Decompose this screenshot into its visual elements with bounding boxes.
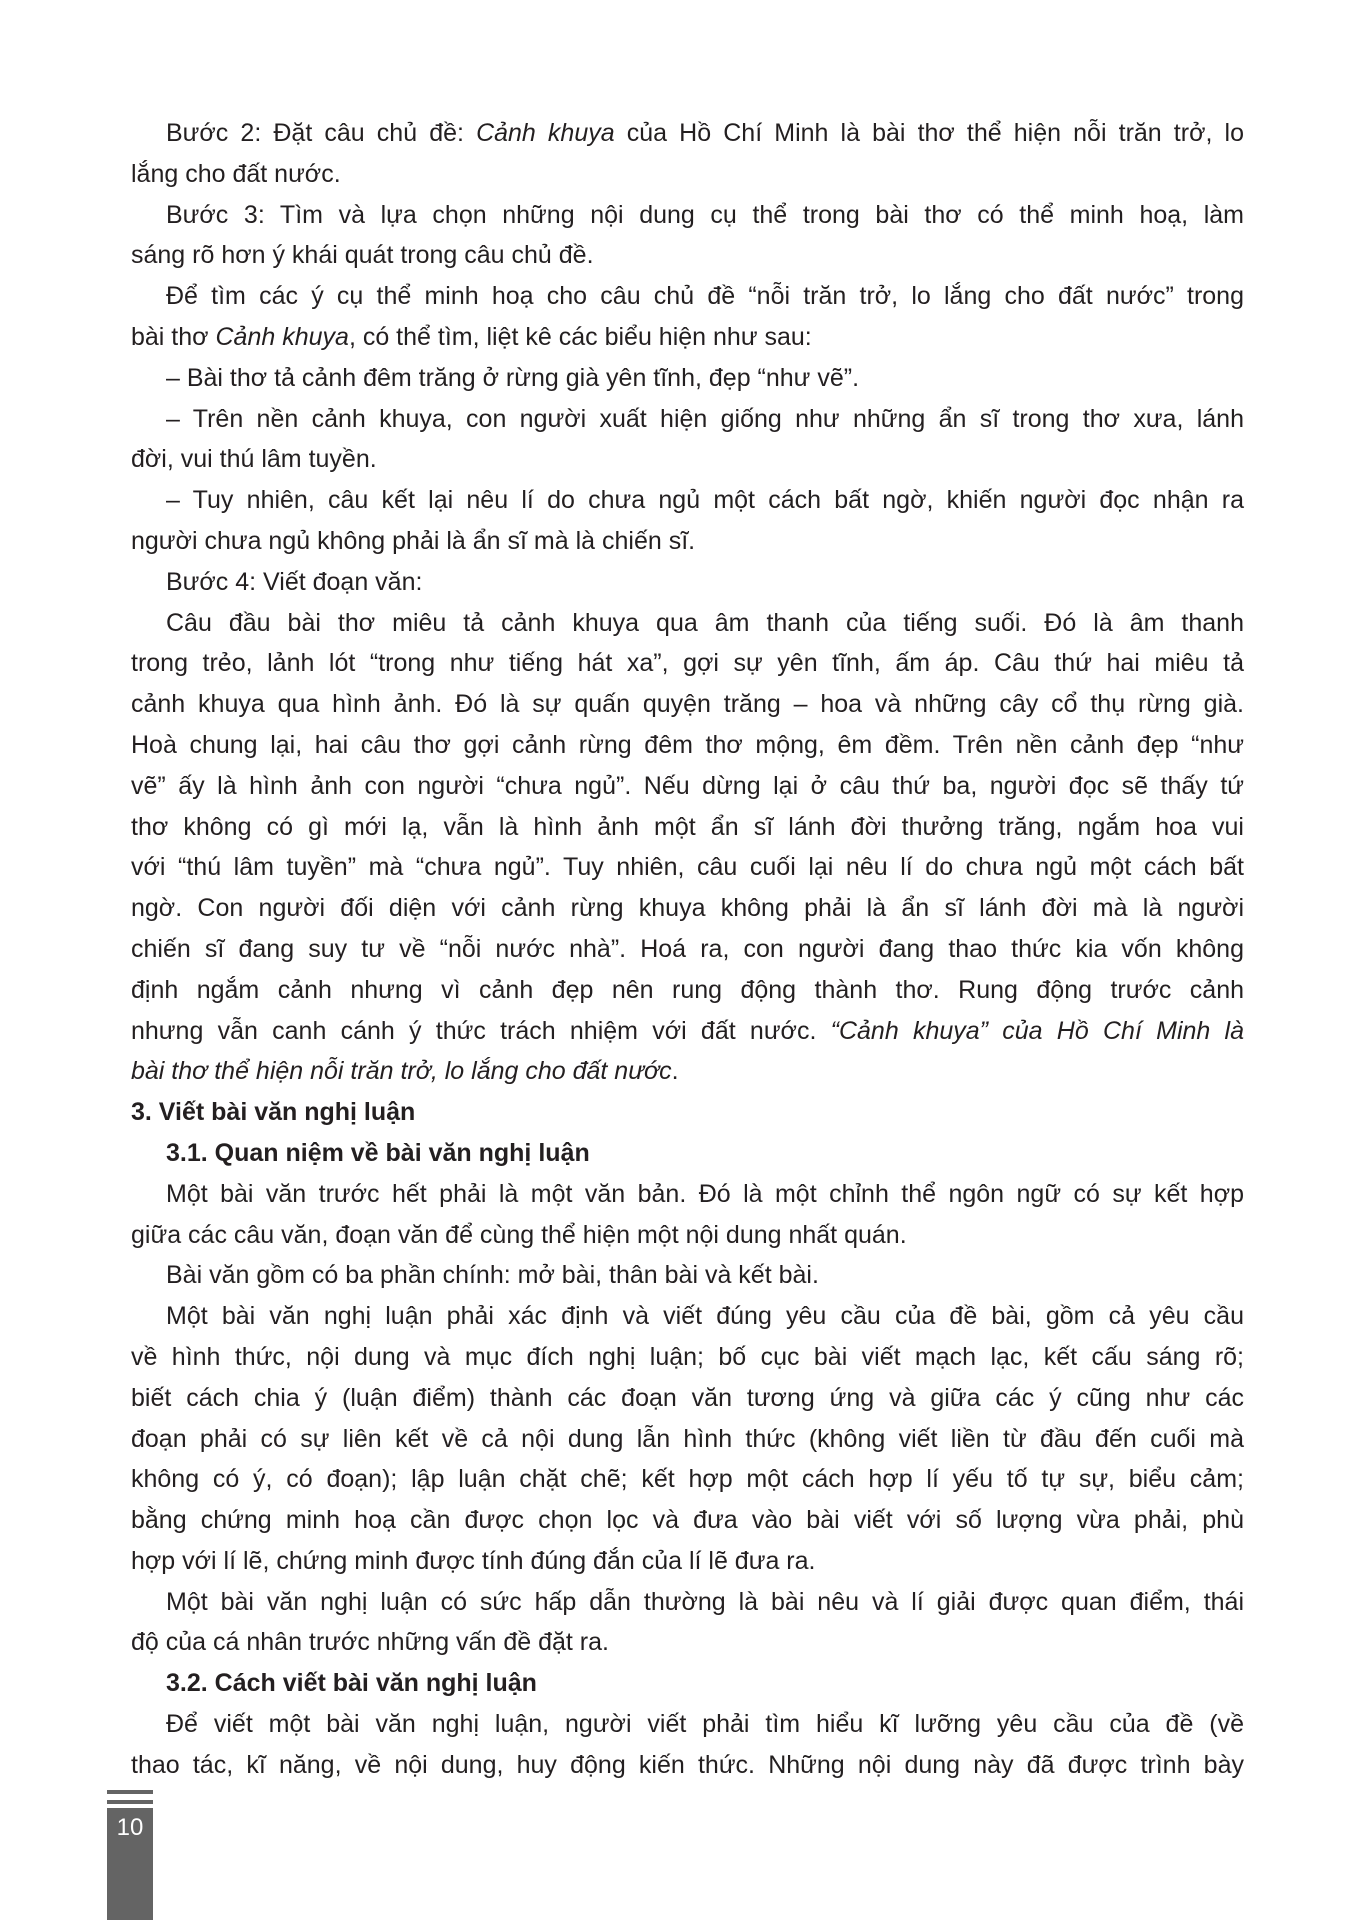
text-line xyxy=(131,1459,1244,1500)
text-line xyxy=(131,276,1244,317)
text-segment: người chưa ngủ không phải là ẩn sĩ mà là chiến sĩ. xyxy=(131,526,696,555)
text-line xyxy=(131,439,1244,480)
section-heading xyxy=(131,1133,1244,1174)
text-line xyxy=(131,643,1244,684)
text-segment: Bước 3: Tìm và lựa chọn những nội dung cụ thể trong bài thơ có thể minh hoạ, làm xyxy=(166,200,1244,229)
text-line xyxy=(131,317,1244,358)
text-segment: , có thể tìm, liệt kê các biểu hiện như sau: xyxy=(348,322,812,351)
text-line xyxy=(131,1378,1244,1419)
text-line xyxy=(131,970,1244,1011)
text-segment: Một bài văn nghị luận phải xác định và viết đúng yêu cầu của đề bài, gồm cả yêu cầu xyxy=(166,1302,1244,1331)
italic-text: “Cảnh khuya” của Hồ Chí Minh là xyxy=(830,1016,1245,1045)
text-line xyxy=(131,562,1244,603)
text-line xyxy=(131,113,1244,154)
text-line xyxy=(131,684,1244,725)
text-segment: không có ý, có đoạn); lập luận chặt chẽ; kết hợp một cách hợp lí yếu tố tự sự, biểu cảm; xyxy=(131,1465,1244,1494)
decorative-rule xyxy=(107,1790,153,1794)
text-line xyxy=(131,358,1244,399)
text-segment: độ của cá nhân trước những vấn đề đặt ra. xyxy=(131,1628,609,1657)
text-segment: Để viết một bài văn nghị luận, người viết phải tìm hiểu kĩ lưỡng yêu cầu của đề (về xyxy=(166,1710,1244,1739)
text-segment: thao tác, kĩ năng, về nội dung, huy động kiến thức. Những nội dung này đã được trình bày xyxy=(131,1750,1244,1779)
italic-text: Cảnh khuya xyxy=(215,322,349,351)
text-segment: của Hồ Chí Minh là bài thơ thể hiện nỗi trăn trở, lo xyxy=(614,119,1244,147)
decorative-rule xyxy=(107,1800,153,1804)
text-line xyxy=(131,1296,1244,1337)
text-line xyxy=(131,1622,1244,1663)
text-line xyxy=(131,521,1244,562)
text-line xyxy=(131,480,1244,521)
text-segment: 3. Viết bài văn nghị luận xyxy=(131,1098,416,1127)
text-segment: lắng cho đất nước. xyxy=(131,159,341,188)
page-number: 10 xyxy=(116,1814,144,1841)
text-segment: biết cách chia ý (luận điểm) thành các đoạn văn tương ứng và giữa các ý cũng như các xyxy=(131,1383,1244,1412)
text-segment: bài thơ xyxy=(131,322,216,351)
text-line xyxy=(131,1582,1244,1623)
text-line xyxy=(131,235,1244,276)
text-line xyxy=(131,399,1244,440)
text-segment: Bước 2: Đặt câu chủ đề: xyxy=(166,119,477,147)
text-segment: giữa các câu văn, đoạn văn để cùng thể hiện một nội dung nhất quán. xyxy=(131,1220,907,1249)
section-heading xyxy=(131,1663,1244,1704)
text-segment: Một bài văn trước hết phải là một văn bản. Đó là một chỉnh thể ngôn ngữ có sự kết hợp xyxy=(166,1179,1244,1208)
text-line xyxy=(131,1215,1244,1256)
text-line xyxy=(131,1704,1244,1745)
text-line xyxy=(131,847,1244,888)
text-segment: 3.1. Quan niệm về bài văn nghị luận xyxy=(166,1138,590,1167)
text-line xyxy=(131,1541,1244,1582)
text-line xyxy=(131,1051,1244,1092)
text-segment: ngờ. Con người đối diện với cảnh rừng khuya không phải là ẩn sĩ lánh đời mà là người xyxy=(131,894,1244,923)
text-line xyxy=(131,807,1244,848)
text-line xyxy=(131,1419,1244,1460)
text-segment: bằng chứng minh hoạ cần được chọn lọc và đưa vào bài viết với số lượng vừa phải, phù xyxy=(131,1506,1244,1535)
text-line xyxy=(131,154,1244,195)
text-line xyxy=(131,725,1244,766)
page-number-tab xyxy=(107,1808,153,1920)
text-segment: hợp với lí lẽ, chứng minh được tính đúng đắn của lí lẽ đưa ra. xyxy=(131,1546,816,1575)
text-segment: nhưng vẫn canh cánh ý thức trách nhiệm với đất nước. xyxy=(131,1016,831,1045)
page-body-text xyxy=(131,113,1244,1786)
text-segment: thơ không có gì mới lạ, vẫn là hình ảnh một ẩn sĩ lánh đời thưởng trăng, ngắm hoa vui xyxy=(131,812,1244,841)
text-segment: đời, vui thú lâm tuyền. xyxy=(131,445,377,474)
text-segment: Bước 4: Viết đoạn văn: xyxy=(166,567,423,596)
text-line xyxy=(131,1745,1244,1786)
text-segment: trong trẻo, lảnh lót “trong như tiếng hát xa”, gợi sự yên tĩnh, ấm áp. Câu thứ hai miêu tả xyxy=(131,649,1244,678)
text-segment: Một bài văn nghị luận có sức hấp dẫn thường là bài nêu và lí giải được quan điểm, thái xyxy=(166,1587,1244,1616)
text-segment: Hoà chung lại, hai câu thơ gợi cảnh rừng đêm thơ mộng, êm đềm. Trên nền cảnh đẹp “như xyxy=(131,730,1244,759)
text-segment: – Trên nền cảnh khuya, con người xuất hiện giống như những ẩn sĩ trong thơ xưa, lánh xyxy=(166,404,1244,433)
text-line xyxy=(131,1255,1244,1296)
section-heading xyxy=(131,1092,1244,1133)
text-segment: – Tuy nhiên, câu kết lại nêu lí do chưa ngủ một cách bất ngờ, khiến người đọc nhận ra xyxy=(166,486,1244,515)
text-segment: vẽ” ấy là hình ảnh con người “chưa ngủ”. Nếu dừng lại ở câu thứ ba, người đọc sẽ thấy tứ xyxy=(131,771,1244,800)
text-line xyxy=(131,195,1244,236)
italic-text: Cảnh khuya xyxy=(476,119,615,147)
text-segment: về hình thức, nội dung và mục đích nghị luận; bố cục bài viết mạch lạc, kết cấu sáng rõ; xyxy=(131,1342,1244,1371)
text-segment: cảnh khuya qua hình ảnh. Đó là sự quấn quyện trăng – hoa và những cây cổ thụ rừng già. xyxy=(131,690,1244,719)
text-segment: chiến sĩ đang suy tư về “nỗi nước nhà”. Hoá ra, con người đang thao thức kia vốn không xyxy=(131,934,1244,963)
text-line xyxy=(131,1174,1244,1215)
text-segment: với “thú lâm tuyền” mà “chưa ngủ”. Tuy nhiên, câu cuối lại nêu lí do chưa ngủ một cách bất xyxy=(131,853,1244,882)
text-line xyxy=(131,1011,1244,1052)
text-segment: Để tìm các ý cụ thể minh hoạ cho câu chủ đề “nỗi trăn trở, lo lắng cho đất nước” trong xyxy=(166,282,1244,311)
italic-text: bài thơ thể hiện nỗi trăn trở, lo lắng cho đất nước xyxy=(131,1057,672,1086)
text-line xyxy=(131,1500,1244,1541)
text-segment: – Bài thơ tả cảnh đêm trăng ở rừng già yên tĩnh, đẹp “như vẽ”. xyxy=(166,363,860,392)
text-line xyxy=(131,766,1244,807)
text-segment: . xyxy=(671,1057,679,1086)
text-segment: đoạn phải có sự liên kết về cả nội dung lẫn hình thức (không viết liền từ đầu đến cuối mà xyxy=(131,1424,1244,1453)
text-line xyxy=(131,1337,1244,1378)
text-line xyxy=(131,929,1244,970)
text-segment: Bài văn gồm có ba phần chính: mở bài, thân bài và kết bài. xyxy=(166,1261,819,1290)
text-segment: định ngắm cảnh nhưng vì cảnh đẹp nên rung động thành thơ. Rung động trước cảnh xyxy=(131,975,1244,1004)
text-line xyxy=(131,603,1244,644)
text-segment: Câu đầu bài thơ miêu tả cảnh khuya qua âm thanh của tiếng suối. Đó là âm thanh xyxy=(166,608,1244,637)
text-segment: sáng rõ hơn ý khái quát trong câu chủ đề. xyxy=(131,241,594,270)
text-segment: 3.2. Cách viết bài văn nghị luận xyxy=(166,1669,537,1698)
text-line xyxy=(131,888,1244,929)
